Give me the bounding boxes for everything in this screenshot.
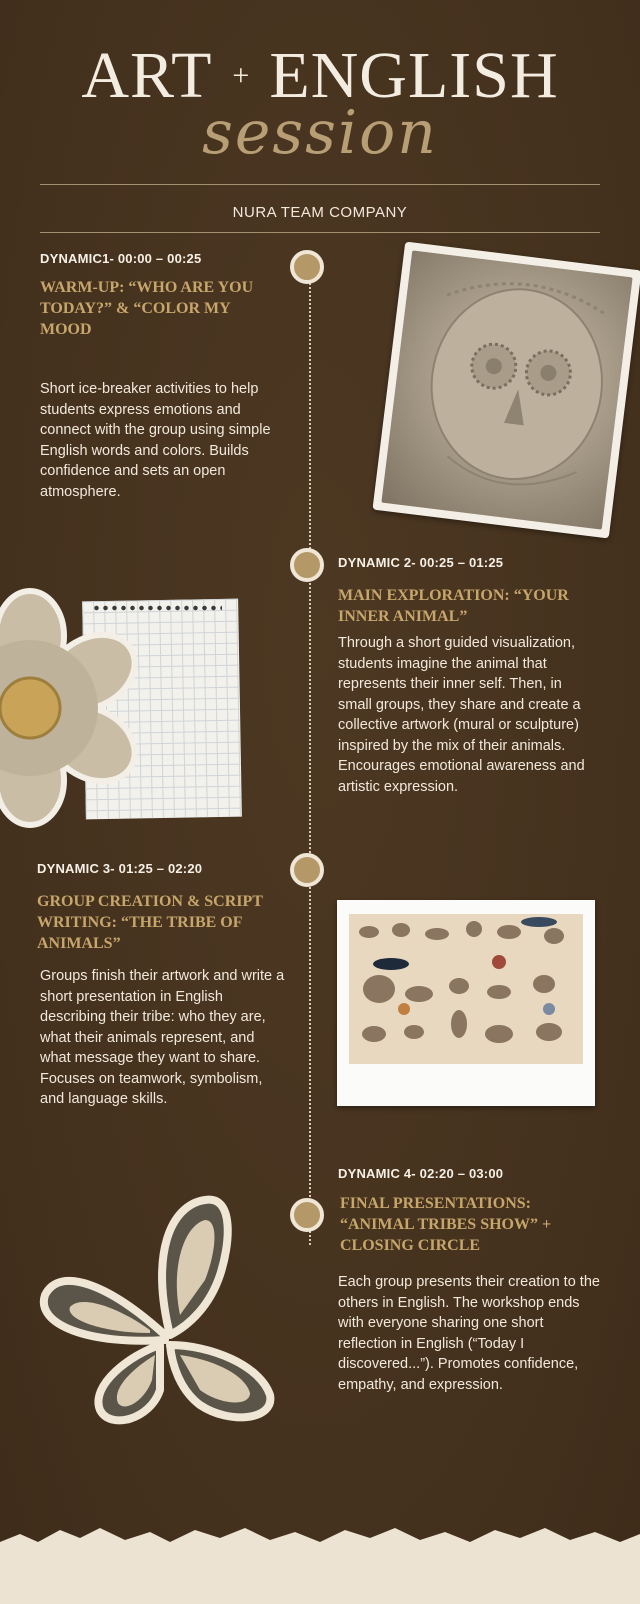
dynamic-3-label: DYNAMIC 3- 01:25 – 02:20 <box>37 861 203 876</box>
stone-flower-icon <box>0 583 145 833</box>
dynamic-2-label: DYNAMIC 2- 00:25 – 01:25 <box>338 555 504 570</box>
owl-icon <box>381 250 632 529</box>
title-english: ENGLISH <box>269 39 559 112</box>
butterfly-icon <box>30 1195 290 1435</box>
timeline-node-1 <box>290 250 324 284</box>
timeline-node-2 <box>290 548 324 582</box>
company-name: NURA TEAM COMPANY <box>232 204 408 221</box>
divider-top <box>40 184 600 185</box>
torn-paper-border <box>0 1512 640 1604</box>
title-art: ART <box>81 39 213 112</box>
owl-sculpture-image <box>381 250 632 529</box>
dynamic-3-body: Groups finish their artwork and write a short presentation in English describing their tribe: who they are, what their animals represent, and what message they want to share. Focuses on teamwork, symbolism, and language skills. <box>40 968 285 1107</box>
timeline-node-3 <box>290 853 324 887</box>
title-plus: + <box>232 59 250 92</box>
owl-sculpture-photo <box>372 242 640 539</box>
dynamic-4-body: Each group presents their creation to the others in English. The workshop ends with everyone sharing one short reflection in English (“Today I discovered...”). Promotes confidence, empathy, and expression. <box>338 1274 600 1393</box>
timeline-node-4 <box>290 1198 324 1232</box>
dynamic-4-title: FINAL PRESENTATIONS: “ANIMAL TRIBES SHOW” + CLOSING CIRCLE <box>340 1195 552 1254</box>
subtitle-session: session <box>202 98 438 168</box>
dynamic-2-body: Through a short guided visualization, students imagine the animal that represents their inner self. Then, in small groups, they share and create a collective artwork (mural or sculpture) inspired by the mix of their animals. Encourages emotional awareness and artistic expression. <box>338 635 585 795</box>
divider-bottom <box>40 232 600 233</box>
timeline-line <box>309 275 311 1245</box>
animals-print-photo <box>337 900 595 1106</box>
dynamic-4-label: DYNAMIC 4- 02:20 – 03:00 <box>338 1166 504 1181</box>
dynamic-2-title: MAIN EXPLORATION: “YOUR INNER ANIMAL” <box>338 587 569 625</box>
dynamic-1-title: WARM-UP: “WHO ARE YOU TODAY?” & “COLOR MY MOOD <box>40 279 254 338</box>
dynamic-1-label: DYNAMIC1- 00:00 – 00:25 <box>40 251 202 266</box>
animals-illustration <box>349 914 583 1064</box>
dynamic-3-title: GROUP CREATION & SCRIPT WRITING: “THE TRIBE OF ANIMALS” <box>37 893 263 952</box>
animals-icon <box>349 914 583 1064</box>
dynamic-1-body: Short ice-breaker activities to help students express emotions and connect with the group using simple English words and colors. Builds confidence and sets an open atmosphere. <box>40 381 271 500</box>
